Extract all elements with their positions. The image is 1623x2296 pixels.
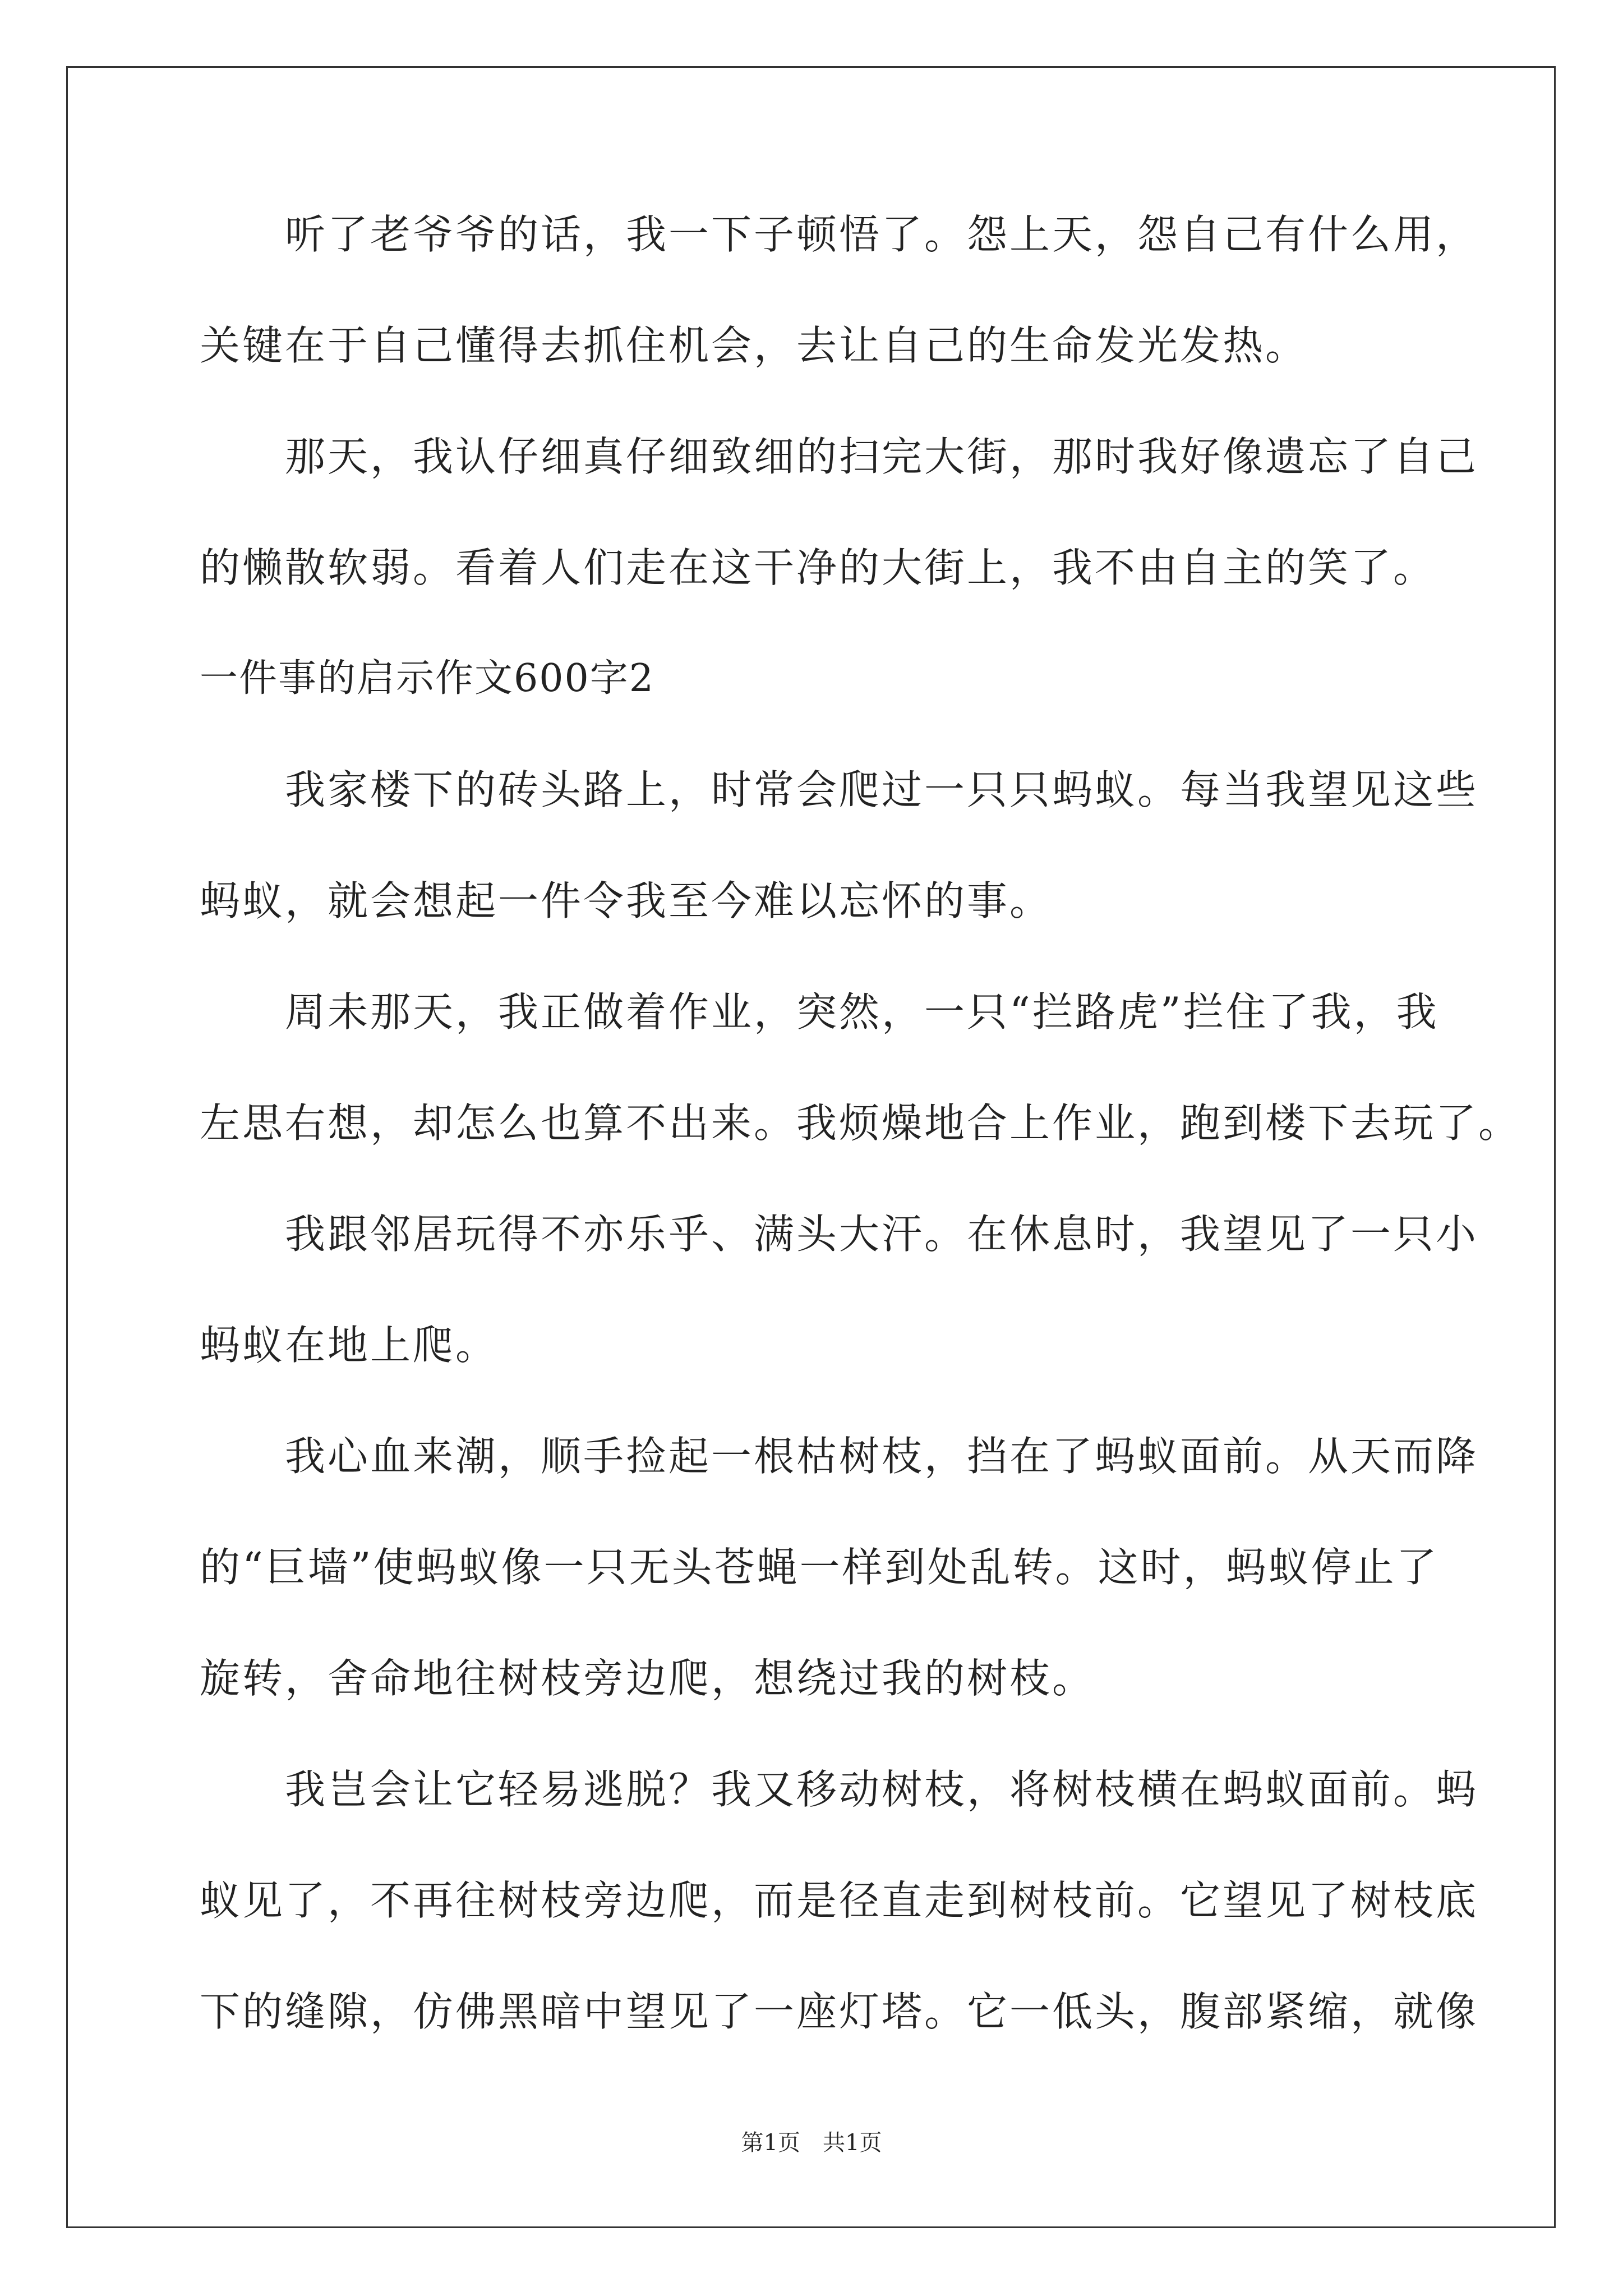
paragraph-line: 关键在于自己懂得去抓住机会，去让自己的生命发光发热。 bbox=[200, 322, 1308, 369]
paragraph-line: 下的缝隙，仿佛黑暗中望见了一座灯塔。它一低头，腹部紧缩，就像 bbox=[200, 1988, 1479, 2035]
paragraph-line: 左思右想，却怎么也算不出来。我烦燥地合上作业，跑到楼下去玩了。 bbox=[200, 1099, 1521, 1147]
paragraph-line: 听了老爷爷的话，我一下子顿悟了。怨上天，怨自己有什么用， bbox=[200, 211, 1479, 258]
paragraph-line: 蚁见了，不再往树枝旁边爬，而是径直走到树枝前。它望见了树枝底 bbox=[200, 1877, 1479, 1924]
paragraph-line: 周未那天，我正做着作业，突然，一只“拦路虎”拦住了我，我 bbox=[200, 988, 1439, 1036]
page-footer: 第1页 共1页 bbox=[741, 2130, 882, 2156]
paragraph-line: 蚂蚁在地上爬。 bbox=[200, 1322, 499, 1369]
paragraph-line: 蚂蚁，就会想起一件令我至今难以忘怀的事。 bbox=[200, 877, 1053, 924]
paragraph-line: 的懒散软弱。看着人们走在这干净的大街上，我不由自主的笑了。 bbox=[200, 544, 1436, 591]
paragraph-line: 我家楼下的砖头路上，时常会爬过一只只蚂蚁。每当我望见这些 bbox=[200, 766, 1479, 813]
paragraph-line: 我跟邻居玩得不亦乐乎、满头大汗。在休息时，我望见了一只小 bbox=[200, 1211, 1479, 1258]
paragraph-line: 我岂会让它轻易逃脱？我又移动树枝，将树枝横在蚂蚁面前。蚂 bbox=[200, 1766, 1479, 1813]
paragraph-line: 那天，我认仔细真仔细致细的扫完大街，那时我好像遗忘了自己 bbox=[200, 433, 1479, 480]
paragraph-line: 的“巨墙”使蚂蚁像一只无头苍蝇一样到处乱转。这时，蚂蚁停止了 bbox=[200, 1544, 1439, 1591]
section-heading: 一件事的启示作文600字2 bbox=[200, 656, 655, 701]
paragraph-line: 旋转，舍命地往树枝旁边爬，想绕过我的树枝。 bbox=[200, 1655, 1095, 1702]
paragraph-line: 我心血来潮，顺手捡起一根枯树枝，挡在了蚂蚁面前。从天而降 bbox=[200, 1433, 1479, 1480]
